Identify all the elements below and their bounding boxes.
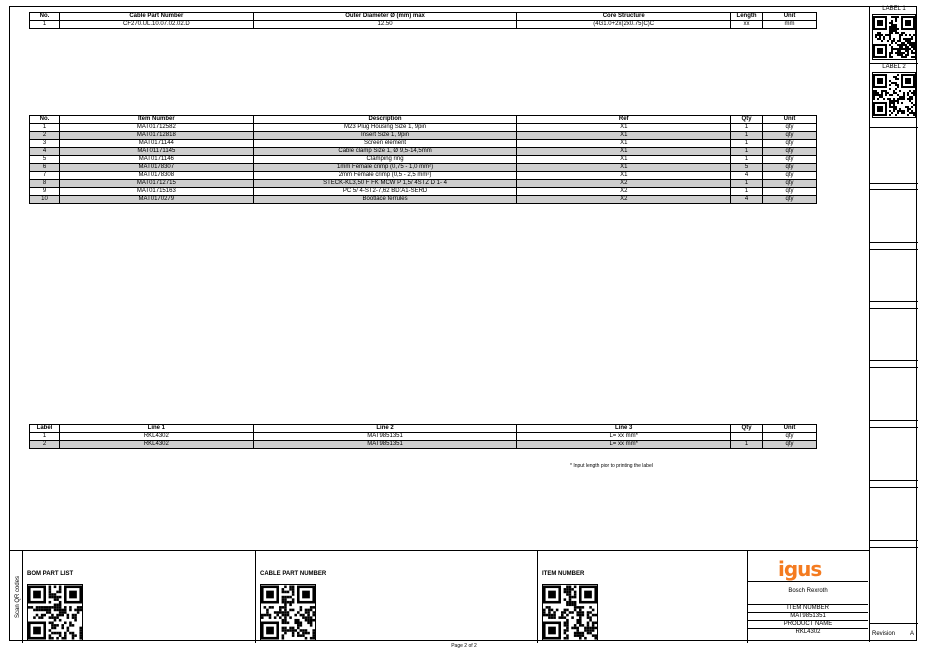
table-cell: PC 5/ 4-ST2-7,62 BD:A1-SERD [253,188,517,196]
title-block [10,550,869,642]
product-name-label: PRODUCT NAME [748,620,868,627]
divider [870,540,918,541]
table-cell: 1 [731,140,763,148]
table-cell: MAT01715163 [59,188,253,196]
table-cell: 2mm Female crimp (0,5 - 2,5 mm²) [253,172,517,180]
table-cell: 2 [30,132,60,140]
table-cell: X2 [517,196,731,204]
table-cell: MAT01171145 [59,148,253,156]
table-cell: Bootlace ferrules [253,196,517,204]
column-header: Core Structure [517,13,731,21]
column-header: Outer Diameter Ø (mm) max [253,13,517,21]
table-cell: X1 [517,140,731,148]
column-header: Unit [763,116,817,124]
table-row [30,180,817,188]
table-cell: 7 [30,172,60,180]
item-number-value: MAT9851351 [748,612,868,619]
label2-title: LABEL 2 [882,64,906,70]
table-cell: L= xx mm* [517,433,731,441]
divider [870,623,918,624]
divider [870,308,918,309]
table-row [30,156,817,164]
table-cell: X1 [517,172,731,180]
page-number: Page 2 of 2 [451,643,477,649]
table-cell: 1 [731,132,763,140]
column-header: Cable Part Number [59,13,253,21]
bom-qr-cell [22,551,255,643]
cable-qr-code [260,584,316,641]
item-number-label: ITEM NUMBER [748,604,868,611]
divider [870,427,918,428]
label-note: * Input length pior to printing the label [570,463,653,469]
table-cell: 2 [30,441,60,449]
table-row [30,132,817,140]
divider [870,127,918,128]
table-cell: 4 [731,196,763,204]
table-cell: 3 [30,140,60,148]
table-row [30,148,817,156]
table-cell: qty [763,180,817,188]
divider [870,249,918,250]
table-cell: xx [731,21,763,29]
column-header: Length [731,13,763,21]
item-qr-cell [537,551,747,643]
label1-title: LABEL 1 [882,6,906,12]
table-cell: X1 [517,164,731,172]
table-cell: 1 [731,441,763,449]
table-cell: Screen element [253,140,517,148]
table-cell: X2 [517,180,731,188]
table-cell: MAT01712715 [59,180,253,188]
table-cell: MAT0178308 [59,172,253,180]
column-header: Unit [763,13,817,21]
bom-qr-code [27,584,83,641]
table-cell: qty [763,188,817,196]
table-cell: 1 [731,124,763,132]
table-cell: qty [763,140,817,148]
column-header: No. [30,13,60,21]
column-header: Item Number [59,116,253,124]
table-cell: 9 [30,188,60,196]
table-cell: MAT0171144 [59,140,253,148]
table-cell: MAT01712582 [59,124,253,132]
table-cell: 1 [731,188,763,196]
table-cell [731,433,763,441]
table-cell: MAT0170279 [59,196,253,204]
table-cell: qty [763,172,817,180]
table-cell: Clamping ring [253,156,517,164]
divider [870,183,918,184]
divider [870,547,918,548]
table-cell: mm [763,21,817,29]
title-info-cell [747,551,869,643]
table-cell: 5 [30,156,60,164]
table-row [30,164,817,172]
table-row [30,124,817,132]
table-cell: 1 [30,124,60,132]
table-cell: qty [763,124,817,132]
divider [870,367,918,368]
table-cell: 1 [30,21,60,29]
column-header: Label [30,425,60,433]
table-cell: MAT0178307 [59,164,253,172]
table-cell: qty [763,156,817,164]
table-cell: 12.50 [253,21,517,29]
table-row [30,441,817,449]
igus-logo: igus [778,557,822,581]
table-cell: X1 [517,124,731,132]
table-cell: qty [763,164,817,172]
table-cell: 5 [731,164,763,172]
table-cell: M23 Plug Housing Size 1, 9pin [253,124,517,132]
table-row [30,196,817,204]
bom-table-header [30,116,817,124]
table-cell: 4 [731,172,763,180]
table-row [30,21,817,29]
table-row [30,140,817,148]
divider [870,420,918,421]
table-cell: qty [763,441,817,449]
table-cell: 1 [731,180,763,188]
column-header: Unit [763,425,817,433]
table-cell: 1 [731,156,763,164]
revision-label: Revision [872,631,896,637]
table-cell: 1 [731,148,763,156]
column-header: No. [30,116,60,124]
table-cell: 8 [30,180,60,188]
divider [870,242,918,243]
item-qr-title: ITEM NUMBER [542,571,585,577]
bom-qr-title: BOM PART LIST [27,571,74,577]
table-cell: 10 [30,196,60,204]
table-cell: X1 [517,132,731,140]
divider [870,480,918,481]
table-cell: qty [763,148,817,156]
product-name-value: RKL4302 [748,628,868,635]
label2-qr-code [872,72,916,118]
divider [870,189,918,190]
table-cell: 1mm Female crimp (0,75 - 1,0 mm²) [253,164,517,172]
table-row [30,172,817,180]
table-cell: CF270.UL.10.07.02.02.D [59,21,253,29]
table-cell: 1 [30,433,60,441]
scan-qr-label: Scan QR codes [15,575,21,619]
cable-qr-title: CABLE PART NUMBER [260,571,327,577]
table-cell: X1 [517,148,731,156]
table-cell: RKL4302 [59,433,253,441]
drawing-sheet [9,6,917,641]
table-cell: qty [763,433,817,441]
table-cell: MAT0171146 [59,156,253,164]
table-cell: X1 [517,156,731,164]
table-cell: 4 [30,148,60,156]
cable-table [29,12,817,29]
column-header: Line 3 [517,425,731,433]
column-header: Line 1 [59,425,253,433]
cable-qr-cell [255,551,537,643]
column-header: Qty [731,116,763,124]
column-header: Qty [731,425,763,433]
column-header: Ref [517,116,731,124]
divider [870,360,918,361]
revision-value: A [909,631,914,637]
table-cell: STECK-KL3,50 F FK MCW P 1,5/ 4STZ D 1- 4 [253,180,517,188]
table-cell: RKL4302 [59,441,253,449]
column-header: Description [253,116,517,124]
label-table-header [30,425,817,433]
label1-qr-code [872,14,916,60]
table-row [30,433,817,441]
column-header: Line 2 [253,425,517,433]
table-cell: L= xx mm* [517,441,731,449]
table-cell: MAT9851351 [253,441,517,449]
table-row [30,188,817,196]
divider [870,301,918,302]
company-name: Bosch Rexroth [748,581,868,603]
table-cell: MAT01712818 [59,132,253,140]
label-table [29,424,817,449]
cable-table-header [30,13,817,21]
bom-table [29,115,817,204]
table-cell: (4G1.0+2x(2x0.75)C)C [517,21,731,29]
table-cell: Cable clamp Size 1, Ø 9,5-14,5mm [253,148,517,156]
revision-box [870,631,918,637]
table-cell: 6 [30,164,60,172]
table-cell: qty [763,132,817,140]
right-column [869,7,918,642]
table-cell: Insert Size 1, 9pin [253,132,517,140]
divider [870,487,918,488]
item-qr-code [542,584,598,641]
table-cell: qty [763,196,817,204]
table-cell: X2 [517,188,731,196]
table-cell: MAT9851351 [253,433,517,441]
